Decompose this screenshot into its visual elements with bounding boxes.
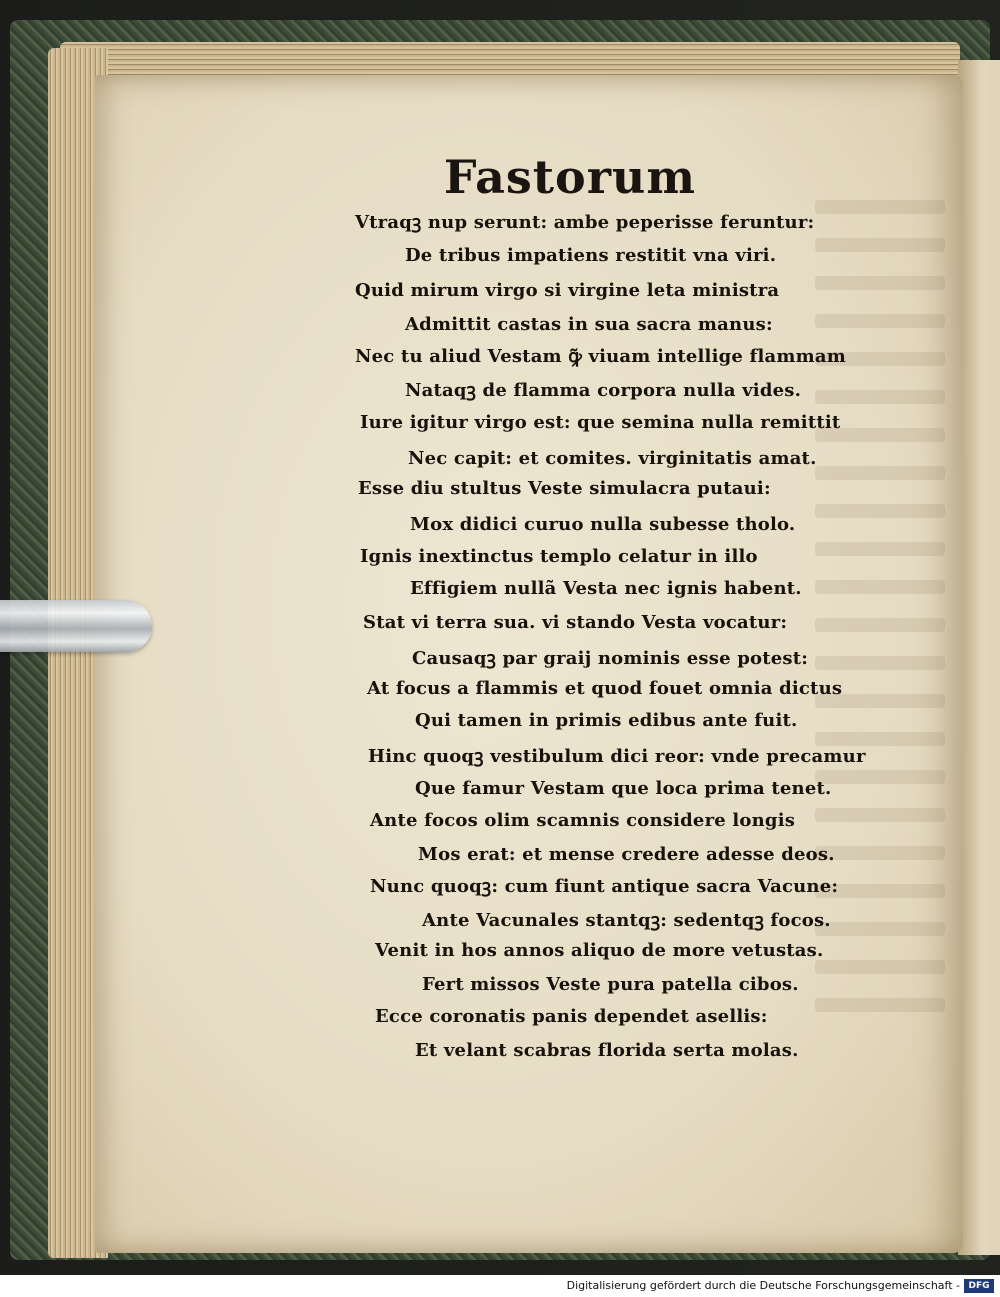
verse-line: Ante focos olim scamnis considere longis bbox=[370, 810, 796, 831]
verse-line: Stat vi terra sua. vi stando Vesta vocatur: bbox=[363, 612, 788, 633]
footer-credit: Digitalisierung gefördert durch die Deutsche Forschungsgemeinschaft - bbox=[566, 1279, 960, 1292]
facing-page-edge bbox=[958, 60, 1000, 1255]
verse-line: Nec tu aliud Vestam ꝙ̃ viuam intellige flammam bbox=[355, 346, 846, 367]
verse-line: Hinc quoqꝫ vestibulum dici reor: vnde precamur bbox=[368, 746, 866, 767]
verse-line: Et velant scabras florida serta molas. bbox=[415, 1040, 799, 1061]
footer-bar bbox=[0, 1275, 1000, 1297]
verse-line: Ignis inextinctus templo celatur in illo bbox=[360, 546, 758, 567]
dfg-logo: DFG bbox=[964, 1279, 994, 1293]
verse-line: Ante Vacunales stantqꝫ: sedentqꝫ focos. bbox=[422, 910, 831, 931]
verse-line: Admittit castas in sua sacra manus: bbox=[405, 314, 773, 335]
page-heading: Fastorum bbox=[443, 150, 697, 204]
bleed-through-lines bbox=[815, 200, 945, 1036]
verse-line: Ecce coronatis panis dependet asellis: bbox=[375, 1006, 768, 1027]
verse-line: Vtraqꝫ nup serunt: ambe peperisse feruntur: bbox=[355, 212, 815, 233]
verse-line: Nataqꝫ de flamma corpora nulla vides. bbox=[405, 380, 802, 401]
verse-line: Causaqꝫ par graij nominis esse potest: bbox=[412, 648, 809, 669]
verse-line: Mos erat: et mense credere adesse deos. bbox=[418, 844, 835, 865]
verse-line: Iure igitur virgo est: que semina nulla remittit bbox=[360, 412, 841, 433]
verse-line: Nunc quoqꝫ: cum fiunt antique sacra Vacune: bbox=[370, 876, 839, 897]
verse-line: Que famur Vestam que loca prima tenet. bbox=[415, 778, 832, 799]
verse-line: Effigiem nullã Vesta nec ignis habent. bbox=[410, 578, 802, 599]
verse-line: Venit in hos annos aliquo de more vetustas. bbox=[375, 940, 824, 961]
glass-page-weight bbox=[0, 600, 152, 652]
verse-line: Mox didici curuo nulla subesse tholo. bbox=[410, 514, 796, 535]
verse-line: Quid mirum virgo si virgine leta ministra bbox=[355, 280, 780, 301]
verse-line: Esse diu stultus Veste simulacra putaui: bbox=[358, 478, 771, 499]
verse-line: At focus a flammis et quod fouet omnia dictus bbox=[367, 678, 843, 699]
verse-line: Fert missos Veste pura patella cibos. bbox=[422, 974, 799, 995]
verse-line: Qui tamen in primis edibus ante fuit. bbox=[415, 710, 798, 731]
verse-line: Nec capit: et comites. virginitatis amat. bbox=[408, 448, 817, 469]
verse-line: De tribus impatiens restitit vna viri. bbox=[405, 245, 777, 266]
